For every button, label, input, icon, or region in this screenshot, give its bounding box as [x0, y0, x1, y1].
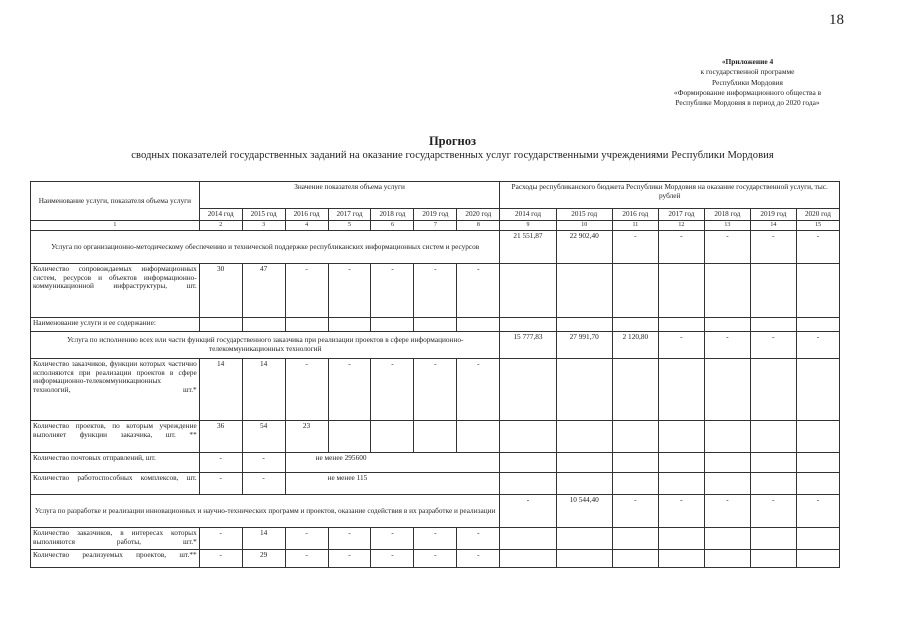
empty-cell [556, 550, 612, 568]
value-cell: 29 [242, 550, 285, 568]
service-row-1: Услуга по организационно-методическому обеспечению и технической поддержке республиканских информационных систем и ресурсов [31, 231, 500, 264]
empty-cell [704, 359, 750, 421]
year-header: 2016 год [612, 209, 658, 221]
empty-cell [556, 453, 612, 473]
header-expense: Расходы республиканского бюджета Республики Мордовия на оказание государственной услуги, тыс. рублей [500, 182, 840, 209]
value-cell: - [199, 550, 242, 568]
empty-cell [500, 421, 556, 453]
expense-cell: - [704, 495, 750, 528]
empty-cell [796, 473, 839, 495]
expense-cell: - [750, 495, 796, 528]
empty-cell [556, 264, 612, 318]
value-cell: - [371, 359, 414, 421]
value-cell: - [328, 264, 371, 318]
expense-cell: - [796, 332, 839, 359]
year-header: 2016 год [285, 209, 328, 221]
page-number: 18 [829, 12, 844, 28]
value-cell: - [371, 264, 414, 318]
empty-cell [414, 421, 457, 453]
value-cell: - [414, 359, 457, 421]
expense-cell: - [658, 332, 704, 359]
value-cell: - [285, 264, 328, 318]
expense-cell: - [796, 231, 839, 264]
empty-cell [556, 421, 612, 453]
empty-cell [658, 421, 704, 453]
empty-cell [750, 473, 796, 495]
empty-cell [704, 421, 750, 453]
empty-cell [612, 264, 658, 318]
value-cell: - [414, 550, 457, 568]
expense-cell: - [500, 495, 556, 528]
empty-cell [750, 550, 796, 568]
empty-cell [556, 473, 612, 495]
year-header: 2015 год [242, 209, 285, 221]
value-cell: - [328, 550, 371, 568]
expense-cell: 15 777,83 [500, 332, 556, 359]
column-number: 14 [750, 221, 796, 231]
column-number: 5 [328, 221, 371, 231]
column-number: 8 [457, 221, 500, 231]
column-number: 9 [500, 221, 556, 231]
value-cell: - [457, 550, 500, 568]
value-cell: - [371, 528, 414, 550]
merged-value-cell: не менее 115 [285, 473, 500, 495]
column-number: 4 [285, 221, 328, 231]
year-header: 2017 год [658, 209, 704, 221]
empty-cell [414, 318, 457, 332]
service-row-3: Услуга по разработке и реализации инновационных и научно-технических программ и проектов, оказание содействия в их разработке и реализации [31, 495, 500, 528]
appendix-line: Республики Мордовия [712, 77, 783, 87]
column-number: 13 [704, 221, 750, 231]
column-number: 3 [242, 221, 285, 231]
value-cell: - [199, 453, 242, 473]
indicator-name: Количество заказчиков, в интересах которых выполняются работы, шт.* [31, 528, 200, 550]
column-number: 1 [31, 221, 200, 231]
expense-cell: - [750, 332, 796, 359]
empty-cell [612, 473, 658, 495]
empty-cell [796, 550, 839, 568]
empty-cell [612, 318, 658, 332]
value-cell: 14 [242, 359, 285, 421]
empty-cell [750, 421, 796, 453]
column-number: 10 [556, 221, 612, 231]
indicator-name: Количество реализуемых проектов, шт.** [31, 550, 200, 568]
empty-cell [796, 528, 839, 550]
header-service-name: Наименование услуги, показателя объема услуги [31, 182, 200, 221]
value-cell: - [199, 473, 242, 495]
empty-cell [500, 473, 556, 495]
empty-cell [371, 421, 414, 453]
value-cell: - [328, 528, 371, 550]
empty-cell [457, 318, 500, 332]
empty-cell [750, 528, 796, 550]
document-title: Прогноз [428, 134, 477, 148]
year-header: 2019 год [750, 209, 796, 221]
expense-cell: - [796, 495, 839, 528]
value-cell: - [285, 528, 328, 550]
year-header: 2018 год [704, 209, 750, 221]
empty-cell [500, 550, 556, 568]
year-header: 2014 год [500, 209, 556, 221]
value-cell: - [242, 473, 285, 495]
expense-cell: 2 120,80 [612, 332, 658, 359]
service-content-label: Наименование услуги и ее содержание: [31, 318, 200, 332]
empty-cell [612, 359, 658, 421]
empty-cell [285, 318, 328, 332]
empty-cell [750, 318, 796, 332]
empty-cell [658, 264, 704, 318]
indicator-name: Количество работоспособных комплексов, шт. [31, 473, 200, 495]
empty-cell [556, 318, 612, 332]
empty-cell [242, 318, 285, 332]
value-cell: 47 [242, 264, 285, 318]
merged-value-cell: не менее 295600 [285, 453, 500, 473]
appendix-line: «Приложение 4 [721, 57, 774, 66]
year-header: 2019 год [414, 209, 457, 221]
empty-cell [556, 359, 612, 421]
appendix-line: к государственной программе [700, 67, 795, 77]
appendix-line: Республике Мордовия в период до 2020 года» [675, 98, 820, 108]
expense-cell: 27 991,70 [556, 332, 612, 359]
empty-cell [796, 453, 839, 473]
year-header: 2018 год [371, 209, 414, 221]
year-header: 2020 год [457, 209, 500, 221]
expense-cell: - [612, 495, 658, 528]
empty-cell [796, 359, 839, 421]
empty-cell [328, 421, 371, 453]
column-number: 11 [612, 221, 658, 231]
empty-cell [796, 264, 839, 318]
empty-cell [556, 528, 612, 550]
value-cell: - [457, 359, 500, 421]
expense-cell: 22 902,40 [556, 231, 612, 264]
value-cell: - [457, 264, 500, 318]
value-cell: - [328, 359, 371, 421]
empty-cell [612, 453, 658, 473]
empty-cell [500, 528, 556, 550]
year-header: 2015 год [556, 209, 612, 221]
empty-cell [704, 318, 750, 332]
value-cell: - [457, 528, 500, 550]
expense-cell: 21 551,87 [500, 231, 556, 264]
empty-cell [500, 318, 556, 332]
year-header: 2014 год [199, 209, 242, 221]
value-cell: 36 [199, 421, 242, 453]
value-cell: - [414, 264, 457, 318]
appendix-note [640, 57, 855, 108]
empty-cell [199, 318, 242, 332]
empty-cell [658, 550, 704, 568]
empty-cell [796, 318, 839, 332]
value-cell: - [199, 528, 242, 550]
forecast-table [30, 181, 840, 568]
expense-cell: 10 544,40 [556, 495, 612, 528]
empty-cell [750, 359, 796, 421]
expense-cell: - [704, 332, 750, 359]
empty-cell [704, 453, 750, 473]
empty-cell [612, 421, 658, 453]
empty-cell [750, 264, 796, 318]
empty-cell [658, 528, 704, 550]
empty-cell [704, 528, 750, 550]
header-volume: Значение показателя объема услуги [199, 182, 500, 209]
document-subtitle: сводных показателей государственных заданий на оказание государственных услуг государственными учреждениями Республики Мордовия [131, 150, 774, 161]
value-cell: 54 [242, 421, 285, 453]
empty-cell [704, 550, 750, 568]
empty-cell [612, 550, 658, 568]
expense-cell: - [658, 231, 704, 264]
column-number: 6 [371, 221, 414, 231]
value-cell: 14 [242, 528, 285, 550]
year-header: 2017 год [328, 209, 371, 221]
service-row-2: Услуга по исполнению всех или части функций государственного заказчика при реализации проектов в сфере информационно-телекоммуникационных технологий [31, 332, 500, 359]
expense-cell: - [612, 231, 658, 264]
indicator-name: Количество проектов, по которым учреждение выполняет функции заказчика, шт. ** [31, 421, 200, 453]
appendix-line: «Формирование информационного общества в [673, 87, 822, 97]
empty-cell [500, 359, 556, 421]
year-header: 2020 год [796, 209, 839, 221]
column-number: 2 [199, 221, 242, 231]
empty-cell [658, 318, 704, 332]
empty-cell [612, 528, 658, 550]
expense-cell: - [704, 231, 750, 264]
empty-cell [658, 453, 704, 473]
empty-cell [328, 318, 371, 332]
empty-cell [371, 318, 414, 332]
indicator-name: Количество сопровождаемых информационных систем, ресурсов и объектов информационно-коммуникационной инфраструктуры, шт. [31, 264, 200, 318]
value-cell: 23 [285, 421, 328, 453]
indicator-name: Количество почтовых отправлений, шт. [31, 453, 200, 473]
column-number: 12 [658, 221, 704, 231]
empty-cell [457, 421, 500, 453]
value-cell: - [242, 453, 285, 473]
column-number: 15 [796, 221, 839, 231]
empty-cell [658, 473, 704, 495]
indicator-name: Количество заказчиков, функции которых частично исполняются при реализации проектов в сфере информационно-телекоммуникационных технологий, шт.* [31, 359, 200, 421]
value-cell: 14 [199, 359, 242, 421]
empty-cell [658, 359, 704, 421]
expense-cell: - [750, 231, 796, 264]
empty-cell [704, 473, 750, 495]
value-cell: - [285, 359, 328, 421]
empty-cell [704, 264, 750, 318]
column-number: 7 [414, 221, 457, 231]
value-cell: - [285, 550, 328, 568]
value-cell: 30 [199, 264, 242, 318]
empty-cell [500, 264, 556, 318]
value-cell: - [414, 528, 457, 550]
empty-cell [750, 453, 796, 473]
empty-cell [796, 421, 839, 453]
expense-cell: - [658, 495, 704, 528]
value-cell: - [371, 550, 414, 568]
empty-cell [500, 453, 556, 473]
